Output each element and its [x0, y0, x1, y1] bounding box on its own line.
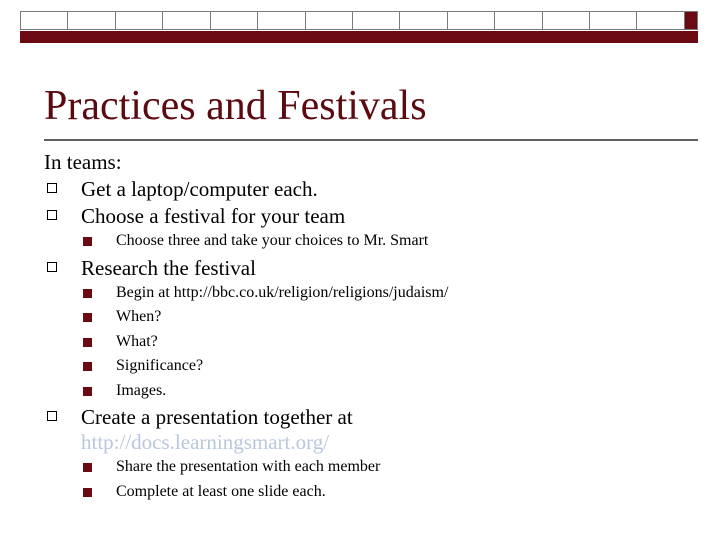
square-outline-bullet-icon	[47, 210, 57, 220]
strip-accent-bar	[20, 31, 698, 43]
square-outline-bullet-icon	[47, 411, 57, 421]
sub-bullet-text: When?	[116, 308, 162, 325]
square-outline-bullet-icon	[47, 183, 57, 193]
square-outline-bullet-icon	[47, 262, 57, 272]
sub-bullet-list	[81, 281, 698, 404]
sub-bullet-item	[81, 379, 698, 404]
presentation-link[interactable]: http://docs.learningsmart.org/	[81, 430, 330, 454]
sub-bullet-list	[81, 229, 698, 254]
sub-bullet-list	[81, 455, 698, 504]
sub-bullet-item	[81, 281, 698, 306]
bullet-item	[44, 256, 698, 404]
top-decorative-strip	[20, 11, 698, 43]
sub-bullet-text: Significance?	[116, 357, 204, 374]
sub-bullet-text: What?	[116, 332, 158, 350]
square-filled-bullet-icon	[83, 338, 92, 347]
square-filled-bullet-icon	[83, 289, 92, 298]
square-filled-bullet-icon	[83, 362, 92, 371]
bullet-text: Choose a festival for your team	[81, 204, 346, 228]
sub-bullet-item	[81, 305, 698, 330]
square-filled-bullet-icon	[83, 463, 92, 472]
square-filled-bullet-icon	[83, 313, 92, 322]
sub-bullet-text: Begin at http://bbc.co.uk/religion/religions/judaism/	[116, 283, 449, 301]
square-filled-bullet-icon	[83, 387, 92, 396]
slide-body	[44, 149, 698, 504]
square-filled-bullet-icon	[83, 237, 92, 246]
slide-title: Practices and Festivals	[44, 83, 427, 129]
sub-bullet-text: Share the presentation with each member	[116, 458, 381, 475]
intro-text: In teams:	[44, 150, 122, 174]
bullet-text: Create a presentation together at	[81, 405, 353, 429]
sub-bullet-text: Images.	[116, 381, 167, 399]
sub-bullet-item	[81, 480, 698, 505]
strip-grid	[20, 11, 698, 30]
sub-bullet-item	[81, 354, 698, 379]
bullet-item	[44, 405, 698, 504]
strip-dark-cell	[685, 12, 698, 30]
sub-bullet-text: Choose three and take your choices to Mr. Smart	[116, 232, 429, 249]
bullet-text: Research the festival	[81, 255, 256, 280]
sub-bullet-item	[81, 330, 698, 355]
title-divider	[44, 139, 698, 141]
square-filled-bullet-icon	[83, 488, 92, 497]
sub-bullet-item	[81, 229, 698, 254]
sub-bullet-item	[81, 455, 698, 480]
bullet-item	[44, 204, 698, 254]
bullet-text: Get a laptop/computer each.	[81, 177, 318, 201]
sub-bullet-text: Complete at least one slide each.	[116, 482, 326, 500]
bullet-list	[44, 177, 698, 504]
bullet-item	[44, 177, 698, 202]
